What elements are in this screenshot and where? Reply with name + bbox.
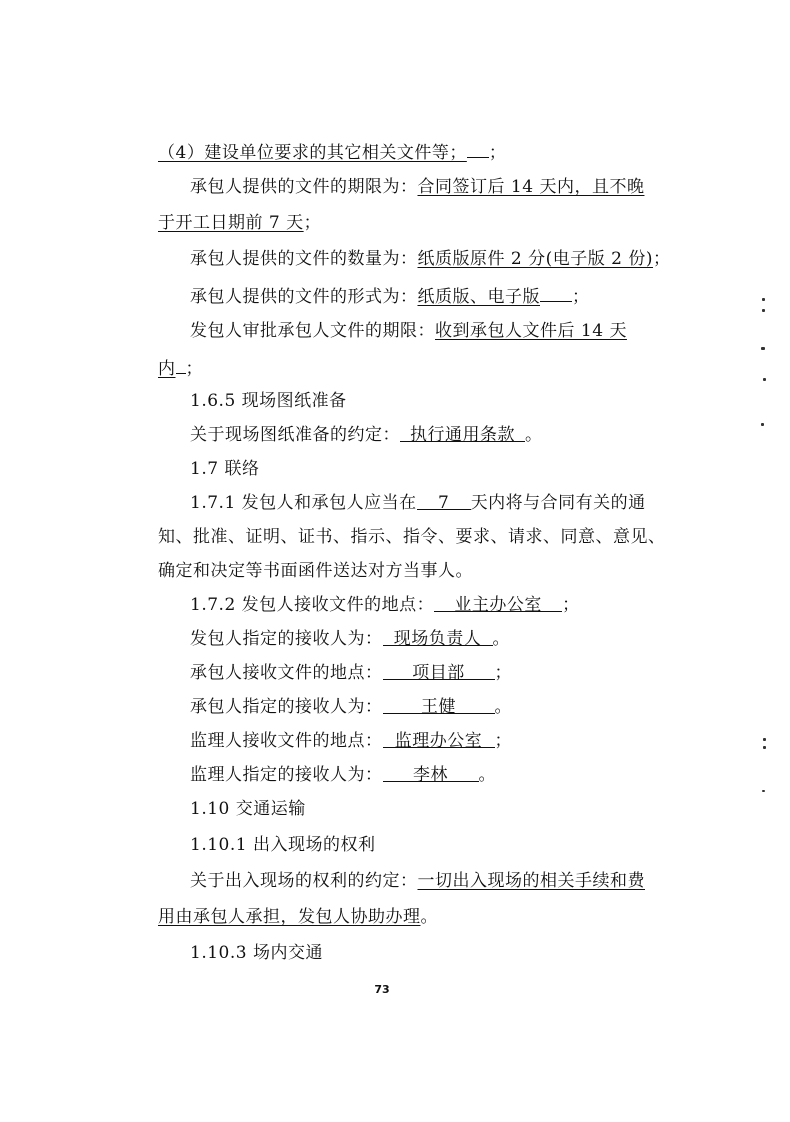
item-4-text: （4）建设单位要求的其它相关文件等； <box>158 143 467 163</box>
doc-line-approval-period <box>190 320 627 342</box>
doc-line-drawings-agreement <box>190 424 543 446</box>
doc-line-site-access <box>190 870 645 892</box>
doc-line-docs-format <box>190 284 590 308</box>
doc-line-docs-deadline-cont <box>158 212 321 234</box>
doc-line-1-7-1-cont <box>158 526 666 548</box>
field-value: 执行通用条款 <box>400 424 525 442</box>
line-text: 知、批准、证明、证书、指示、指令、要求、请求、同意、意见、 <box>158 527 666 547</box>
field-label: 承包人接收文件的地点： <box>190 663 383 683</box>
field-value: 王健 <box>383 696 495 714</box>
suffix: ； <box>494 663 512 683</box>
suffix: ； <box>488 143 507 163</box>
line-rest: 天内将与合同有关的通 <box>470 493 646 513</box>
field-value: 内 <box>158 359 176 379</box>
suffix: ； <box>494 731 512 751</box>
doc-line-contractor-location <box>190 662 512 684</box>
field-value: 项目部 <box>383 662 495 680</box>
field-label: 监理人接收文件的地点： <box>190 731 383 751</box>
field-value: 收到承包人文件后 14 天 <box>435 321 627 341</box>
field-label: 关于出入现场的权利的约定： <box>190 871 418 891</box>
section-heading-1-6-5 <box>190 390 347 412</box>
field-value: 合同签订后 14 天内，且不晚 <box>417 177 645 197</box>
field-label: 承包人提供的文件的形式为： <box>190 287 418 307</box>
suffix: 。 <box>478 765 496 785</box>
heading-text: 1.10.1 出入现场的权利 <box>190 835 376 855</box>
field-value: 纸质版、电子版 <box>417 287 540 307</box>
section-heading-1-10-3 <box>190 942 323 964</box>
scan-speck <box>762 790 765 792</box>
doc-line-contractor-recipient <box>190 696 512 718</box>
section-heading-1-7 <box>190 458 259 480</box>
doc-line-1-7-2 <box>190 594 580 616</box>
field-value: 监理办公室 <box>383 730 495 748</box>
field-value: 用由承包人承担，发包人协助办理 <box>158 907 421 927</box>
blank-field <box>467 140 489 158</box>
field-label: 承包人提供的文件的数量为： <box>190 249 418 269</box>
field-label: 承包人提供的文件的期限为： <box>190 177 418 197</box>
line-text: 确定和决定等书面函件送达对方当事人。 <box>158 561 473 581</box>
suffix: ； <box>572 287 590 307</box>
suffix: ； <box>303 213 322 233</box>
suffix: ； <box>185 359 203 379</box>
suffix: 。 <box>420 907 438 927</box>
field-value: 业主办公室 <box>434 594 562 612</box>
field-value: 于开工日期前 7 天 <box>158 213 304 233</box>
doc-line-approval-period-cont <box>158 356 203 380</box>
doc-line-1-7-1 <box>190 492 646 514</box>
suffix: 。 <box>494 697 512 717</box>
scan-speck <box>763 746 766 749</box>
field-label: 发包人审批承包人文件的期限： <box>190 321 435 341</box>
scan-speck <box>762 298 765 301</box>
heading-text: 1.7 联络 <box>190 459 260 479</box>
doc-item-4 <box>158 140 506 164</box>
field-label: 关于现场图纸准备的约定： <box>190 425 400 445</box>
suffix: 。 <box>525 425 543 445</box>
doc-line-site-access-cont <box>158 906 438 928</box>
scan-speck <box>763 378 766 381</box>
field-value: 一切出入现场的相关手续和费 <box>417 871 645 891</box>
scan-speck <box>761 423 764 426</box>
days-value: 7 <box>417 492 471 510</box>
blank-field <box>540 284 572 302</box>
section-heading-1-10-1 <box>190 834 375 856</box>
field-label: 发包人指定的接收人为： <box>190 629 383 649</box>
field-label: 1.7.2 发包人接收文件的地点： <box>190 595 435 615</box>
heading-text: 1.6.5 现场图纸准备 <box>190 391 347 411</box>
field-value: 现场负责人 <box>383 628 493 646</box>
scan-speck <box>761 347 765 350</box>
suffix: ； <box>653 249 671 269</box>
blank-field <box>176 356 186 374</box>
suffix: 。 <box>492 629 510 649</box>
field-label: 承包人指定的接收人为： <box>190 697 383 717</box>
line-prefix: 1.7.1 发包人和承包人应当在 <box>190 493 417 513</box>
doc-line-docs-quantity <box>190 248 671 270</box>
page-number: 73 <box>374 983 390 996</box>
field-value: 纸质版原件 2 分(电子版 2 份) <box>417 249 654 269</box>
suffix: ； <box>562 595 580 615</box>
field-value: 李林 <box>383 764 479 782</box>
doc-line-supervisor-location <box>190 730 512 752</box>
field-label: 监理人指定的接收人为： <box>190 765 383 785</box>
doc-line-employer-recipient <box>190 628 510 650</box>
scan-speck <box>763 738 766 741</box>
doc-line-1-7-1-end <box>158 560 473 582</box>
heading-text: 1.10 交通运输 <box>190 799 306 819</box>
section-heading-1-10 <box>190 798 306 820</box>
doc-line-docs-deadline <box>190 176 644 198</box>
heading-text: 1.10.3 场内交通 <box>190 943 323 963</box>
doc-line-supervisor-recipient <box>190 764 496 786</box>
scan-speck <box>762 309 765 312</box>
